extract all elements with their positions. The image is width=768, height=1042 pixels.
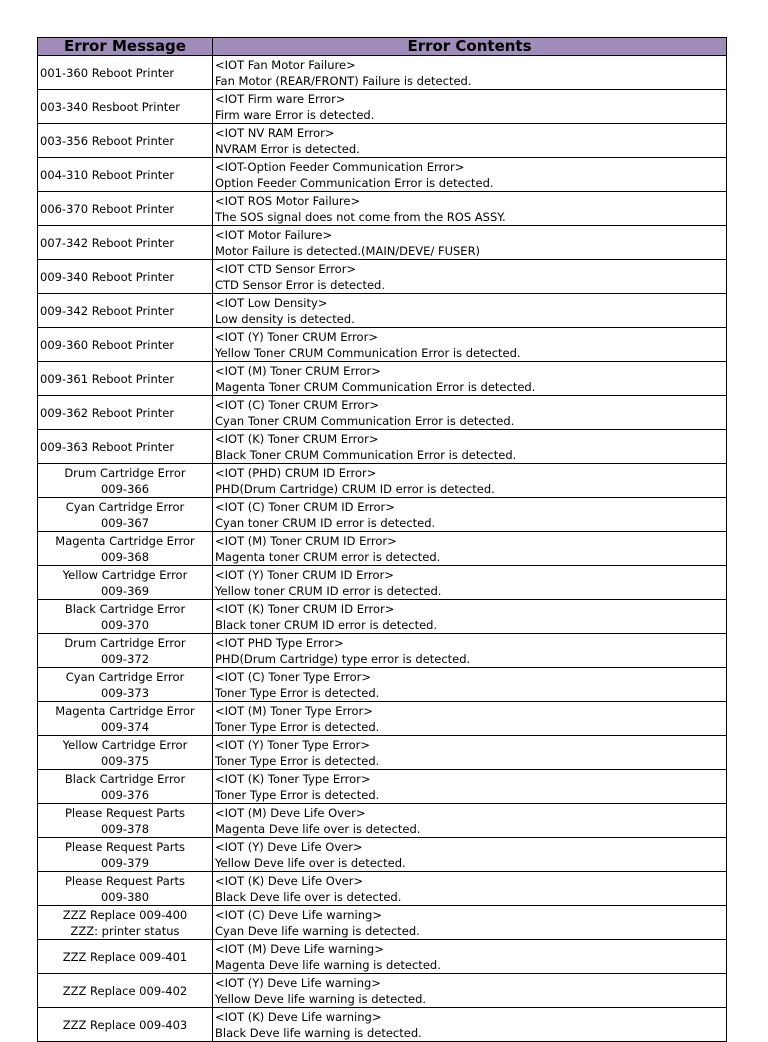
error-message-cell (38, 294, 213, 328)
error-description: Toner Type Error is detected. (215, 719, 380, 734)
table-row (38, 464, 727, 498)
table-row (38, 226, 727, 260)
error-description: Yellow Toner CRUM Communication Error is detected. (215, 345, 521, 360)
error-contents-cell (213, 600, 727, 634)
error-contents-cell (213, 124, 727, 158)
error-title: <IOT Fan Motor Failure> (215, 57, 356, 72)
error-contents-cell (213, 56, 727, 90)
table-row (38, 702, 727, 736)
table-row (38, 838, 727, 872)
error-contents-cell (213, 532, 727, 566)
error-message-line: 009-378 (100, 821, 150, 836)
error-message-line: 009-361 Reboot Printer (40, 371, 175, 386)
error-message-cell (38, 974, 213, 1008)
error-title: <IOT (C) Toner Type Error> (215, 669, 372, 684)
table-row (38, 362, 727, 396)
error-description: Cyan toner CRUM ID error is detected. (215, 515, 436, 530)
error-message-cell (38, 362, 213, 396)
error-contents-cell (213, 464, 727, 498)
error-message-line: Yellow Cartridge Error (62, 567, 188, 582)
error-description: Magenta Toner CRUM Communication Error is detected. (215, 379, 536, 394)
error-description: Black Toner CRUM Communication Error is detected. (215, 447, 517, 462)
error-message-line: 009-369 (100, 583, 150, 598)
error-description: Magenta Deve life over is detected. (215, 821, 421, 836)
error-message-line: 009-342 Reboot Printer (40, 303, 175, 318)
table-row (38, 770, 727, 804)
error-contents-cell (213, 736, 727, 770)
error-description: Firm ware Error is detected. (215, 107, 375, 122)
error-contents-cell (213, 260, 727, 294)
error-description: Toner Type Error is detected. (215, 685, 380, 700)
error-message-line: 004-310 Reboot Printer (40, 167, 175, 182)
error-message-cell (38, 396, 213, 430)
error-message-line: 003-356 Reboot Printer (40, 133, 175, 148)
error-description: Black Deve life over is detected. (215, 889, 402, 904)
error-title: <IOT NV RAM Error> (215, 125, 335, 140)
error-description: NVRAM Error is detected. (215, 141, 360, 156)
error-message-cell (38, 532, 213, 566)
error-contents-cell (213, 940, 727, 974)
table-row (38, 56, 727, 90)
error-title: <IOT (Y) Toner CRUM ID Error> (215, 567, 394, 582)
error-title: <IOT Firm ware Error> (215, 91, 346, 106)
error-message-cell (38, 906, 213, 940)
error-title: <IOT (Y) Toner Type Error> (215, 737, 371, 752)
error-message-cell (38, 838, 213, 872)
error-description: The SOS signal does not come from the ROS ASSY. (215, 209, 506, 224)
error-message-line: 009-362 Reboot Printer (40, 405, 175, 420)
table-row (38, 90, 727, 124)
error-message-line: Drum Cartridge Error (64, 465, 186, 480)
error-message-line: ZZZ Replace 009-401 (62, 949, 188, 964)
error-title: <IOT (C) Deve Life warning> (215, 907, 382, 922)
table-row (38, 192, 727, 226)
error-contents-header: Error Contents (213, 38, 727, 56)
error-description: Cyan Deve life warning is detected. (215, 923, 420, 938)
error-message-line: Please Request Parts (64, 873, 186, 888)
error-title: <IOT (Y) Toner CRUM Error> (215, 329, 378, 344)
error-title: <IOT (C) Toner CRUM ID Error> (215, 499, 395, 514)
error-contents-cell (213, 702, 727, 736)
error-title: <IOT Motor Failure> (215, 227, 333, 242)
error-message-cell (38, 770, 213, 804)
error-message-cell (38, 634, 213, 668)
table-row (38, 498, 727, 532)
error-contents-cell (213, 974, 727, 1008)
error-message-cell (38, 328, 213, 362)
error-message-cell (38, 940, 213, 974)
error-description: Yellow Deve life over is detected. (215, 855, 406, 870)
error-description: Black Deve life warning is detected. (215, 1025, 422, 1040)
error-message-line: 003-340 Resboot Printer (40, 99, 181, 114)
table-row (38, 260, 727, 294)
error-message-cell (38, 498, 213, 532)
error-message-line: Cyan Cartridge Error (65, 499, 185, 514)
error-message-line: Yellow Cartridge Error (62, 737, 188, 752)
error-title: <IOT (K) Deve Life Over> (215, 873, 364, 888)
error-message-cell (38, 90, 213, 124)
error-contents-cell (213, 566, 727, 600)
error-contents-cell (213, 1008, 727, 1042)
error-contents-cell (213, 872, 727, 906)
error-message-line: 009-376 (100, 787, 150, 802)
error-message-line: Black Cartridge Error (64, 601, 186, 616)
error-title: <IOT CTD Sensor Error> (215, 261, 357, 276)
error-title: <IOT (M) Toner CRUM Error> (215, 363, 381, 378)
error-message-line: Black Cartridge Error (64, 771, 186, 786)
error-message-line: 009-379 (100, 855, 150, 870)
error-message-cell (38, 260, 213, 294)
error-contents-cell (213, 770, 727, 804)
error-title: <IOT (M) Deve Life warning> (215, 941, 384, 956)
error-message-line: 009-375 (100, 753, 150, 768)
error-title: <IOT-Option Feeder Communication Error> (215, 159, 465, 174)
error-message-line: 009-363 Reboot Printer (40, 439, 175, 454)
table-row (38, 328, 727, 362)
error-description: PHD(Drum Cartridge) type error is detected. (215, 651, 471, 666)
error-description: Yellow Deve life warning is detected. (215, 991, 427, 1006)
error-message-cell (38, 464, 213, 498)
error-message-cell (38, 124, 213, 158)
error-message-cell (38, 430, 213, 464)
table-row (38, 294, 727, 328)
error-message-line: 009-366 (100, 481, 150, 496)
error-description: CTD Sensor Error is detected. (215, 277, 385, 292)
error-contents-cell (213, 362, 727, 396)
table-row (38, 940, 727, 974)
error-message-line: Please Request Parts (64, 839, 186, 854)
error-message-cell (38, 668, 213, 702)
error-message-line: 009-367 (100, 515, 150, 530)
error-title: <IOT (M) Toner CRUM ID Error> (215, 533, 397, 548)
error-description: Magenta toner CRUM error is detected. (215, 549, 441, 564)
table-row (38, 634, 727, 668)
error-message-line: 009-370 (100, 617, 150, 632)
error-message-cell (38, 600, 213, 634)
table-row (38, 668, 727, 702)
error-message-cell (38, 566, 213, 600)
error-message-header: Error Message (38, 38, 213, 56)
error-title: <IOT ROS Motor Failure> (215, 193, 361, 208)
error-description: Black toner CRUM ID error is detected. (215, 617, 438, 632)
error-title: <IOT Low Density> (215, 295, 328, 310)
error-title: <IOT (K) Toner Type Error> (215, 771, 371, 786)
error-message-line: ZZZ Replace 009-400 (62, 907, 188, 922)
error-description: Motor Failure is detected.(MAIN/DEVE/ FUSER) (215, 243, 481, 258)
table-row (38, 600, 727, 634)
error-message-cell (38, 226, 213, 260)
error-description: Magenta Deve life warning is detected. (215, 957, 441, 972)
error-contents-cell (213, 838, 727, 872)
error-message-cell (38, 736, 213, 770)
error-message-line: 006-370 Reboot Printer (40, 201, 175, 216)
error-message-line: 009-372 (100, 651, 150, 666)
error-message-cell (38, 872, 213, 906)
error-contents-cell (213, 90, 727, 124)
table-row (38, 804, 727, 838)
error-title: <IOT PHD Type Error> (215, 635, 344, 650)
error-message-line: 009-360 Reboot Printer (40, 337, 175, 352)
table-row (38, 872, 727, 906)
error-message-cell (38, 158, 213, 192)
error-message-line: 009-373 (100, 685, 150, 700)
error-message-line: ZZZ Replace 009-403 (62, 1017, 188, 1032)
error-title: <IOT (M) Toner Type Error> (215, 703, 373, 718)
error-message-cell (38, 56, 213, 90)
error-message-cell (38, 804, 213, 838)
error-table (37, 37, 727, 1042)
error-message-cell (38, 702, 213, 736)
error-message-line: ZZZ: printer status (70, 923, 180, 938)
error-title: <IOT (Y) Deve Life warning> (215, 975, 381, 990)
error-contents-cell (213, 804, 727, 838)
error-description: Yellow toner CRUM ID error is detected. (215, 583, 442, 598)
error-contents-cell (213, 498, 727, 532)
error-contents-cell (213, 226, 727, 260)
error-description: Option Feeder Communication Error is detected. (215, 175, 494, 190)
error-contents-cell (213, 396, 727, 430)
error-message-line: Cyan Cartridge Error (65, 669, 185, 684)
error-title: <IOT (Y) Deve Life Over> (215, 839, 363, 854)
error-message-line: 009-340 Reboot Printer (40, 269, 175, 284)
error-message-line: Magenta Cartridge Error (55, 533, 195, 548)
error-contents-cell (213, 158, 727, 192)
error-title: <IOT (K) Toner CRUM ID Error> (215, 601, 395, 616)
error-title: <IOT (PHD) CRUM ID Error> (215, 465, 377, 480)
header-row (38, 38, 727, 56)
error-message-line: Magenta Cartridge Error (55, 703, 195, 718)
error-title: <IOT (K) Toner CRUM Error> (215, 431, 379, 446)
error-description: PHD(Drum Cartridge) CRUM ID error is detected. (215, 481, 495, 496)
error-message-line: 001-360 Reboot Printer (40, 65, 175, 80)
error-description: Fan Motor (REAR/FRONT) Failure is detected. (215, 73, 472, 88)
table-row (38, 1008, 727, 1042)
error-contents-cell (213, 668, 727, 702)
error-message-line: ZZZ Replace 009-402 (62, 983, 188, 998)
error-contents-cell (213, 328, 727, 362)
table-row (38, 566, 727, 600)
error-description: Toner Type Error is detected. (215, 753, 380, 768)
error-description: Cyan Toner CRUM Communication Error is detected. (215, 413, 515, 428)
error-message-line: 007-342 Reboot Printer (40, 235, 175, 250)
table-row (38, 396, 727, 430)
error-title: <IOT (M) Deve Life Over> (215, 805, 366, 820)
table-row (38, 974, 727, 1008)
error-message-cell (38, 192, 213, 226)
table-row (38, 532, 727, 566)
error-contents-cell (213, 906, 727, 940)
error-contents-cell (213, 634, 727, 668)
table-row (38, 736, 727, 770)
error-contents-cell (213, 294, 727, 328)
table-row (38, 124, 727, 158)
error-message-line: 009-368 (100, 549, 150, 564)
table-body (38, 56, 727, 1042)
error-message-cell (38, 1008, 213, 1042)
error-contents-cell (213, 192, 727, 226)
error-message-line: 009-374 (100, 719, 150, 734)
table-row (38, 906, 727, 940)
error-message-line: 009-380 (100, 889, 150, 904)
error-message-line: Please Request Parts (64, 805, 186, 820)
error-description: Low density is detected. (215, 311, 355, 326)
error-message-line: Drum Cartridge Error (64, 635, 186, 650)
error-contents-cell (213, 430, 727, 464)
table-row (38, 430, 727, 464)
table-row (38, 158, 727, 192)
error-description: Toner Type Error is detected. (215, 787, 380, 802)
error-title: <IOT (C) Toner CRUM Error> (215, 397, 379, 412)
error-title: <IOT (K) Deve Life warning> (215, 1009, 382, 1024)
